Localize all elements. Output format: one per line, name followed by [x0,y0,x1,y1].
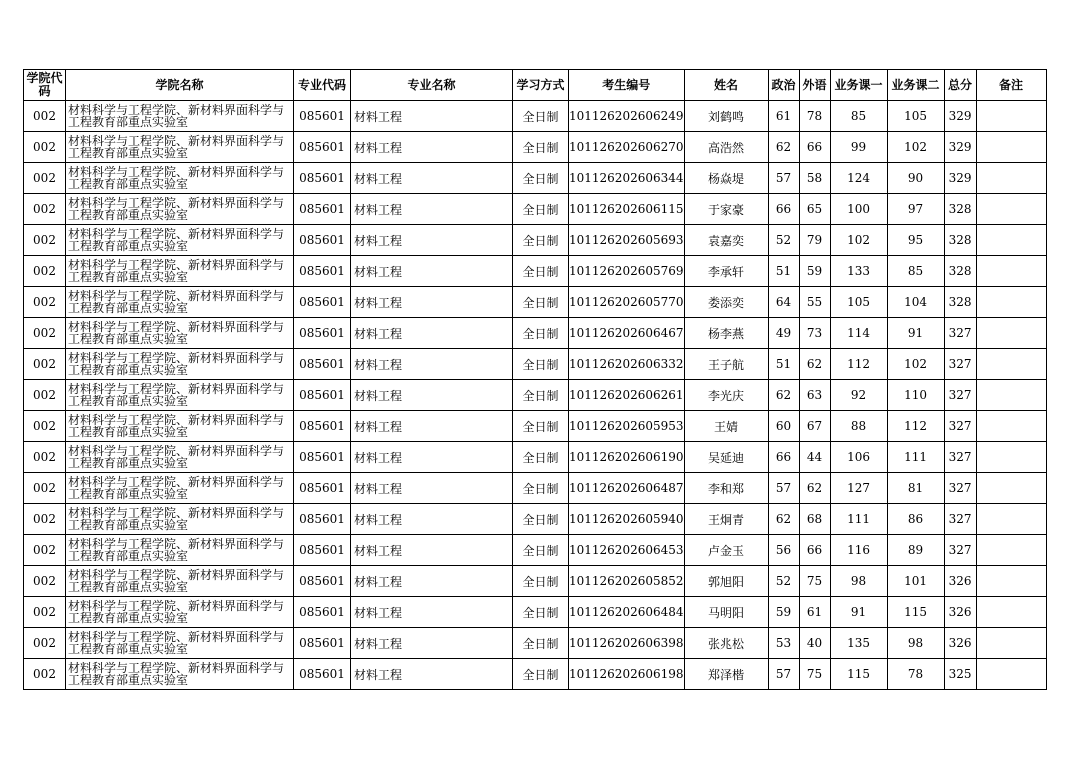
cell-course-one-score: 100 [830,194,887,225]
cell-candidate-id: 101126202606484 [569,597,685,628]
cell-major-code: 085601 [294,504,351,535]
cell-foreign-language-score: 78 [799,101,830,132]
cell-major-name: 材料工程 [351,163,513,194]
cell-course-one-score: 91 [830,597,887,628]
cell-college-name: 材料科学与工程学院、新材料界面科学与工程教育部重点实验室 [66,318,294,349]
cell-college-name: 材料科学与工程学院、新材料界面科学与工程教育部重点实验室 [66,380,294,411]
cell-college-code: 002 [24,504,66,535]
cell-politics-score: 57 [768,473,799,504]
cell-study-mode: 全日制 [513,132,569,163]
cell-study-mode: 全日制 [513,442,569,473]
cell-total-score: 328 [944,225,976,256]
cell-course-two-score: 104 [887,287,944,318]
header-major-name: 专业名称 [351,70,513,101]
cell-college-code: 002 [24,535,66,566]
cell-foreign-language-score: 59 [799,256,830,287]
cell-major-name: 材料工程 [351,132,513,163]
cell-study-mode: 全日制 [513,659,569,690]
cell-major-name: 材料工程 [351,380,513,411]
cell-foreign-language-score: 68 [799,504,830,535]
cell-college-code: 002 [24,659,66,690]
cell-remarks [976,504,1046,535]
cell-candidate-id: 101126202605769 [569,256,685,287]
cell-course-one-score: 135 [830,628,887,659]
cell-college-code: 002 [24,473,66,504]
cell-course-one-score: 116 [830,535,887,566]
cell-student-name: 杨李燕 [684,318,768,349]
cell-major-code: 085601 [294,411,351,442]
cell-major-code: 085601 [294,225,351,256]
cell-major-name: 材料工程 [351,535,513,566]
cell-candidate-id: 101126202605770 [569,287,685,318]
cell-course-one-score: 133 [830,256,887,287]
cell-course-two-score: 90 [887,163,944,194]
cell-college-code: 002 [24,628,66,659]
table-row [24,318,1047,349]
cell-course-one-score: 102 [830,225,887,256]
cell-college-name: 材料科学与工程学院、新材料界面科学与工程教育部重点实验室 [66,225,294,256]
table-row [24,380,1047,411]
cell-foreign-language-score: 63 [799,380,830,411]
cell-foreign-language-score: 67 [799,411,830,442]
cell-total-score: 329 [944,132,976,163]
cell-major-name: 材料工程 [351,318,513,349]
cell-major-code: 085601 [294,287,351,318]
cell-major-name: 材料工程 [351,597,513,628]
cell-college-name: 材料科学与工程学院、新材料界面科学与工程教育部重点实验室 [66,442,294,473]
header-row [24,70,1047,101]
cell-remarks [976,442,1046,473]
table-row [24,225,1047,256]
cell-major-code: 085601 [294,194,351,225]
cell-total-score: 326 [944,597,976,628]
cell-college-code: 002 [24,411,66,442]
cell-course-one-score: 114 [830,318,887,349]
cell-study-mode: 全日制 [513,163,569,194]
cell-student-name: 李和郑 [684,473,768,504]
cell-student-name: 郑泽楷 [684,659,768,690]
cell-college-code: 002 [24,287,66,318]
cell-major-name: 材料工程 [351,349,513,380]
cell-college-name: 材料科学与工程学院、新材料界面科学与工程教育部重点实验室 [66,163,294,194]
cell-college-code: 002 [24,380,66,411]
cell-major-code: 085601 [294,628,351,659]
cell-study-mode: 全日制 [513,349,569,380]
table-row [24,659,1047,690]
cell-remarks [976,287,1046,318]
cell-college-code: 002 [24,318,66,349]
cell-study-mode: 全日制 [513,411,569,442]
cell-foreign-language-score: 79 [799,225,830,256]
cell-college-name: 材料科学与工程学院、新材料界面科学与工程教育部重点实验室 [66,628,294,659]
cell-study-mode: 全日制 [513,535,569,566]
cell-course-one-score: 112 [830,349,887,380]
cell-candidate-id: 101126202606115 [569,194,685,225]
cell-major-code: 085601 [294,380,351,411]
cell-major-code: 085601 [294,318,351,349]
cell-politics-score: 51 [768,349,799,380]
cell-student-name: 袁嘉奕 [684,225,768,256]
admission-score-table [23,69,1047,690]
cell-candidate-id: 101126202605940 [569,504,685,535]
cell-total-score: 327 [944,473,976,504]
cell-foreign-language-score: 44 [799,442,830,473]
cell-remarks [976,380,1046,411]
cell-course-two-score: 86 [887,504,944,535]
cell-candidate-id: 101126202605693 [569,225,685,256]
table-row [24,628,1047,659]
table-row [24,287,1047,318]
cell-college-code: 002 [24,256,66,287]
cell-politics-score: 57 [768,659,799,690]
cell-total-score: 326 [944,628,976,659]
table-row [24,256,1047,287]
cell-total-score: 327 [944,504,976,535]
cell-total-score: 329 [944,163,976,194]
cell-remarks [976,628,1046,659]
cell-major-code: 085601 [294,535,351,566]
cell-course-one-score: 88 [830,411,887,442]
table-body [24,101,1047,690]
cell-study-mode: 全日制 [513,287,569,318]
cell-remarks [976,256,1046,287]
cell-remarks [976,659,1046,690]
cell-major-name: 材料工程 [351,659,513,690]
cell-course-one-score: 111 [830,504,887,535]
header-candidate-id: 考生编号 [569,70,685,101]
cell-student-name: 李承轩 [684,256,768,287]
cell-college-name: 材料科学与工程学院、新材料界面科学与工程教育部重点实验室 [66,132,294,163]
cell-course-two-score: 115 [887,597,944,628]
table-row [24,411,1047,442]
cell-college-code: 002 [24,101,66,132]
cell-student-name: 郭旭阳 [684,566,768,597]
cell-remarks [976,597,1046,628]
table-row [24,194,1047,225]
cell-course-two-score: 89 [887,535,944,566]
cell-college-name: 材料科学与工程学院、新材料界面科学与工程教育部重点实验室 [66,597,294,628]
cell-student-name: 杨焱堤 [684,163,768,194]
cell-total-score: 328 [944,194,976,225]
cell-major-code: 085601 [294,442,351,473]
cell-course-two-score: 78 [887,659,944,690]
cell-college-code: 002 [24,566,66,597]
cell-course-one-score: 124 [830,163,887,194]
cell-college-name: 材料科学与工程学院、新材料界面科学与工程教育部重点实验室 [66,411,294,442]
cell-course-two-score: 98 [887,628,944,659]
cell-study-mode: 全日制 [513,256,569,287]
cell-course-two-score: 81 [887,473,944,504]
cell-foreign-language-score: 61 [799,597,830,628]
cell-course-one-score: 115 [830,659,887,690]
cell-foreign-language-score: 75 [799,566,830,597]
cell-remarks [976,566,1046,597]
cell-course-two-score: 102 [887,349,944,380]
header-college-name: 学院名称 [66,70,294,101]
header-major-code: 专业代码 [294,70,351,101]
cell-student-name: 高浩然 [684,132,768,163]
cell-student-name: 张兆松 [684,628,768,659]
cell-course-one-score: 105 [830,287,887,318]
cell-college-code: 002 [24,597,66,628]
cell-foreign-language-score: 40 [799,628,830,659]
cell-major-code: 085601 [294,659,351,690]
cell-politics-score: 62 [768,504,799,535]
header-foreign-language: 外语 [799,70,830,101]
cell-major-name: 材料工程 [351,473,513,504]
cell-politics-score: 60 [768,411,799,442]
cell-course-one-score: 85 [830,101,887,132]
cell-foreign-language-score: 73 [799,318,830,349]
cell-study-mode: 全日制 [513,566,569,597]
cell-college-name: 材料科学与工程学院、新材料界面科学与工程教育部重点实验室 [66,566,294,597]
cell-student-name: 李光庆 [684,380,768,411]
cell-total-score: 329 [944,101,976,132]
cell-politics-score: 62 [768,380,799,411]
cell-college-code: 002 [24,225,66,256]
header-remarks: 备注 [976,70,1046,101]
table-row [24,504,1047,535]
cell-student-name: 王子航 [684,349,768,380]
cell-total-score: 327 [944,318,976,349]
cell-course-two-score: 102 [887,132,944,163]
cell-remarks [976,318,1046,349]
cell-major-code: 085601 [294,349,351,380]
cell-foreign-language-score: 62 [799,349,830,380]
cell-study-mode: 全日制 [513,504,569,535]
cell-college-code: 002 [24,442,66,473]
header-name: 姓名 [684,70,768,101]
table-row [24,442,1047,473]
cell-college-name: 材料科学与工程学院、新材料界面科学与工程教育部重点实验室 [66,194,294,225]
cell-total-score: 327 [944,442,976,473]
cell-college-name: 材料科学与工程学院、新材料界面科学与工程教育部重点实验室 [66,504,294,535]
header-course-two: 业务课二 [887,70,944,101]
cell-major-code: 085601 [294,473,351,504]
cell-politics-score: 61 [768,101,799,132]
cell-politics-score: 62 [768,132,799,163]
cell-student-name: 刘鹤鸣 [684,101,768,132]
cell-total-score: 325 [944,659,976,690]
cell-college-name: 材料科学与工程学院、新材料界面科学与工程教育部重点实验室 [66,101,294,132]
cell-major-name: 材料工程 [351,628,513,659]
cell-politics-score: 66 [768,442,799,473]
cell-major-name: 材料工程 [351,566,513,597]
cell-remarks [976,101,1046,132]
cell-candidate-id: 101126202606487 [569,473,685,504]
cell-total-score: 328 [944,256,976,287]
table-row [24,163,1047,194]
header-study-mode: 学习方式 [513,70,569,101]
cell-major-name: 材料工程 [351,256,513,287]
cell-total-score: 327 [944,535,976,566]
cell-course-one-score: 106 [830,442,887,473]
cell-college-name: 材料科学与工程学院、新材料界面科学与工程教育部重点实验室 [66,349,294,380]
cell-student-name: 于家豪 [684,194,768,225]
cell-politics-score: 51 [768,256,799,287]
cell-college-code: 002 [24,132,66,163]
table-row [24,535,1047,566]
cell-college-code: 002 [24,163,66,194]
cell-candidate-id: 101126202606249 [569,101,685,132]
cell-candidate-id: 101126202605852 [569,566,685,597]
cell-total-score: 328 [944,287,976,318]
cell-course-one-score: 99 [830,132,887,163]
cell-major-code: 085601 [294,163,351,194]
header-total: 总分 [944,70,976,101]
cell-student-name: 吴延迪 [684,442,768,473]
cell-remarks [976,473,1046,504]
cell-remarks [976,132,1046,163]
cell-college-name: 材料科学与工程学院、新材料界面科学与工程教育部重点实验室 [66,535,294,566]
cell-course-two-score: 97 [887,194,944,225]
header-course-one: 业务课一 [830,70,887,101]
cell-course-one-score: 98 [830,566,887,597]
cell-candidate-id: 101126202606198 [569,659,685,690]
cell-major-name: 材料工程 [351,504,513,535]
cell-major-name: 材料工程 [351,225,513,256]
cell-major-code: 085601 [294,132,351,163]
cell-study-mode: 全日制 [513,380,569,411]
cell-major-code: 085601 [294,256,351,287]
cell-major-name: 材料工程 [351,101,513,132]
cell-remarks [976,194,1046,225]
cell-total-score: 327 [944,349,976,380]
cell-course-two-score: 95 [887,225,944,256]
cell-foreign-language-score: 66 [799,132,830,163]
cell-politics-score: 49 [768,318,799,349]
cell-politics-score: 57 [768,163,799,194]
cell-candidate-id: 101126202606332 [569,349,685,380]
cell-study-mode: 全日制 [513,628,569,659]
cell-course-one-score: 127 [830,473,887,504]
cell-course-two-score: 105 [887,101,944,132]
cell-college-code: 002 [24,349,66,380]
cell-total-score: 327 [944,380,976,411]
table-row [24,132,1047,163]
cell-major-code: 085601 [294,597,351,628]
cell-course-one-score: 92 [830,380,887,411]
cell-study-mode: 全日制 [513,318,569,349]
cell-candidate-id: 101126202606453 [569,535,685,566]
cell-college-name: 材料科学与工程学院、新材料界面科学与工程教育部重点实验室 [66,256,294,287]
cell-course-two-score: 112 [887,411,944,442]
cell-politics-score: 64 [768,287,799,318]
cell-study-mode: 全日制 [513,473,569,504]
cell-politics-score: 66 [768,194,799,225]
cell-major-name: 材料工程 [351,287,513,318]
cell-college-name: 材料科学与工程学院、新材料界面科学与工程教育部重点实验室 [66,287,294,318]
cell-total-score: 326 [944,566,976,597]
cell-major-name: 材料工程 [351,194,513,225]
cell-student-name: 卢金玉 [684,535,768,566]
cell-foreign-language-score: 66 [799,535,830,566]
cell-remarks [976,349,1046,380]
cell-foreign-language-score: 65 [799,194,830,225]
cell-foreign-language-score: 75 [799,659,830,690]
cell-foreign-language-score: 55 [799,287,830,318]
cell-politics-score: 53 [768,628,799,659]
cell-candidate-id: 101126202606344 [569,163,685,194]
cell-major-name: 材料工程 [351,442,513,473]
cell-major-name: 材料工程 [351,411,513,442]
table-row [24,473,1047,504]
table-row [24,597,1047,628]
cell-student-name: 马明阳 [684,597,768,628]
cell-study-mode: 全日制 [513,225,569,256]
cell-remarks [976,535,1046,566]
header-politics: 政治 [768,70,799,101]
cell-course-two-score: 110 [887,380,944,411]
cell-politics-score: 59 [768,597,799,628]
header-college-code: 学院代码 [24,70,66,101]
cell-study-mode: 全日制 [513,101,569,132]
cell-total-score: 327 [944,411,976,442]
cell-remarks [976,225,1046,256]
cell-college-name: 材料科学与工程学院、新材料界面科学与工程教育部重点实验室 [66,659,294,690]
cell-study-mode: 全日制 [513,194,569,225]
cell-politics-score: 52 [768,225,799,256]
cell-college-code: 002 [24,194,66,225]
cell-candidate-id: 101126202606261 [569,380,685,411]
cell-course-two-score: 91 [887,318,944,349]
cell-candidate-id: 101126202606190 [569,442,685,473]
cell-study-mode: 全日制 [513,597,569,628]
cell-politics-score: 56 [768,535,799,566]
cell-major-code: 085601 [294,566,351,597]
cell-student-name: 王炯青 [684,504,768,535]
table-row [24,566,1047,597]
cell-student-name: 王婧 [684,411,768,442]
table-row [24,349,1047,380]
cell-major-code: 085601 [294,101,351,132]
cell-candidate-id: 101126202606270 [569,132,685,163]
cell-remarks [976,411,1046,442]
cell-politics-score: 52 [768,566,799,597]
cell-course-two-score: 111 [887,442,944,473]
cell-student-name: 娄添奕 [684,287,768,318]
cell-foreign-language-score: 58 [799,163,830,194]
cell-candidate-id: 101126202606467 [569,318,685,349]
cell-remarks [976,163,1046,194]
cell-candidate-id: 101126202605953 [569,411,685,442]
cell-course-two-score: 101 [887,566,944,597]
cell-foreign-language-score: 62 [799,473,830,504]
cell-college-name: 材料科学与工程学院、新材料界面科学与工程教育部重点实验室 [66,473,294,504]
cell-course-two-score: 85 [887,256,944,287]
table-row [24,101,1047,132]
cell-candidate-id: 101126202606398 [569,628,685,659]
